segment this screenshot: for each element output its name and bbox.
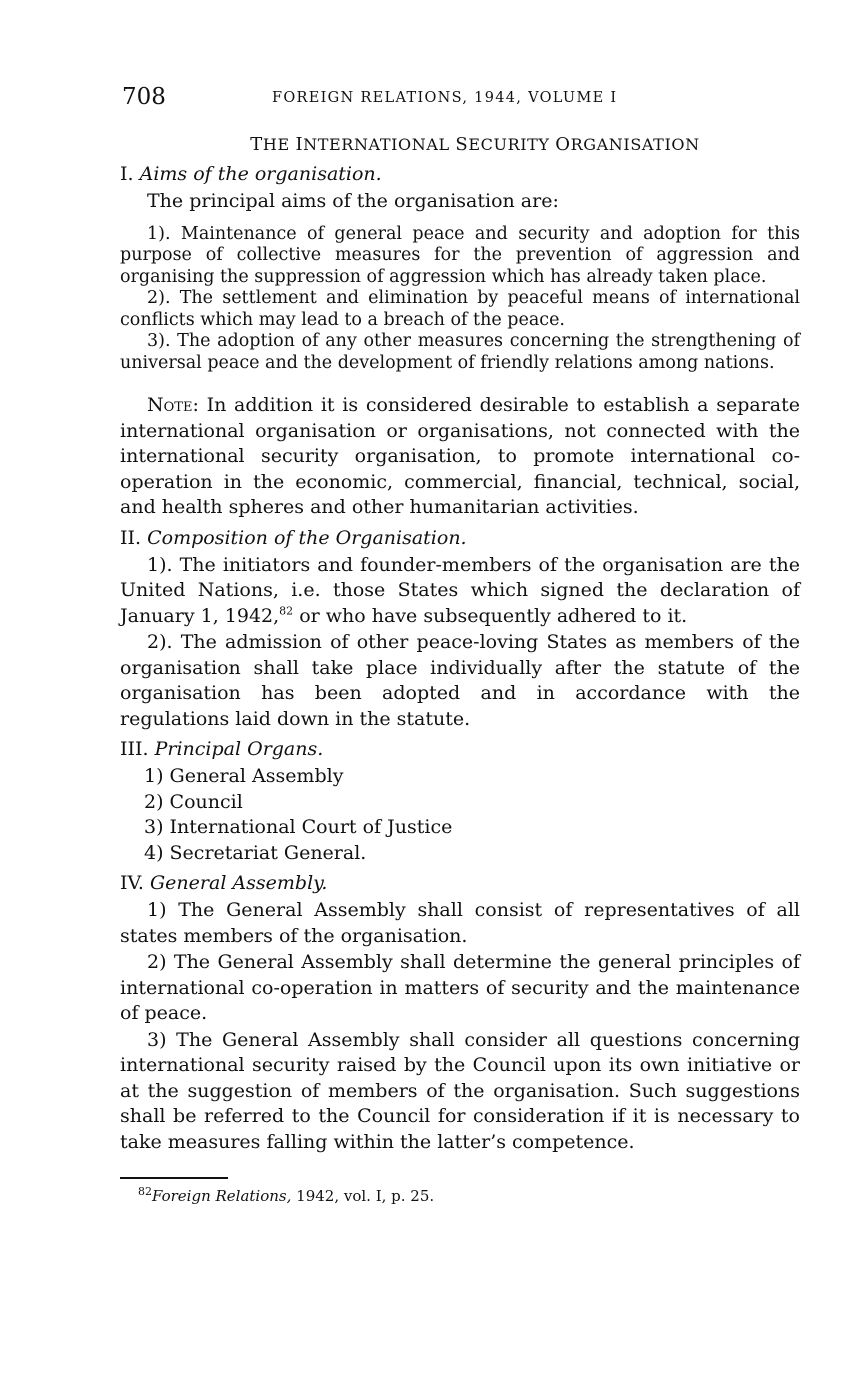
running-title: FOREIGN RELATIONS, 1944, VOLUME I (272, 90, 618, 106)
section-heading-general-assembly: IV. General Assembly. (120, 872, 328, 894)
document-page (120, 84, 800, 1205)
aim-item: 3). The adoption of any other measures concerning the strengthening of universal peace and the development of friendly relations among nations. (120, 331, 800, 373)
page-number: 708 (122, 84, 166, 110)
organ-item: 3) International Court of Justice (144, 816, 453, 838)
composition-item: 2). The admission of other peace-loving States as members of the organisation shall take place individually after the statute of the organisation has been adopted and in accordance with the regulations laid down in the statute. (120, 631, 800, 730)
section-heading-aims: I. Aims of the organisation. (120, 163, 382, 185)
aim-item: 1). Maintenance of general peace and security and adoption for this purpose of collective measures for the prevention of aggression and organising the suppression of aggression which has already taken place. (120, 223, 800, 287)
note-label: Note: (147, 394, 199, 416)
footnote-reference: 82 (279, 604, 294, 618)
footnote-divider (120, 1177, 228, 1179)
organ-item: 4) Secretariat General. (144, 841, 367, 864)
document-title: THE INTERNATIONAL SECURITY ORGANISATION (250, 134, 700, 155)
section-heading-organs: III. Principal Organs. (120, 738, 324, 760)
page-header (120, 84, 800, 118)
footnote: $^{82}$Foreign Relations, 1942, vol. I, p. 25. (138, 1185, 435, 1205)
note-text: In addition it is considered desirable to establish a separate international organisation or organisations, not connected with the international security organisation, to promote international co-operation in the economic, commercial, financial, technical, social, and health spheres and other humanitarian activities. (120, 394, 800, 518)
organ-item: 2) Council (144, 790, 243, 813)
section-intro: The principal aims of the organisation are: (147, 190, 559, 212)
note-paragraph (120, 393, 800, 521)
organ-item: 1) General Assembly (144, 765, 344, 787)
aim-item: 2). The settlement and elimination by peaceful means of international conflicts which may lead to a breach of the peace. (120, 288, 800, 330)
composition-item: 1). The initiators and founder-members of the organisation are the United Nations, i.e. those States which signed the declaration of January 1, 1942,82 or who have subsequently adhered to it. (120, 553, 800, 627)
assembly-item: 3) The General Assembly shall consider all questions concerning international security raised by the Council upon its own initiative or at the suggestion of members of the organisation. Such suggestions shall be referred to the Council for consideration if it is necessary to take measures falling within the latter’s competence. (120, 1028, 800, 1153)
assembly-item: 1) The General Assembly shall consist of representatives of all states members of the organisation. (120, 899, 800, 947)
assembly-item: 2) The General Assembly shall determine the general principles of international co-operation in matters of security and the maintenance of peace. (120, 951, 800, 1024)
section-heading-composition: II. Composition of the Organisation. (120, 526, 467, 549)
